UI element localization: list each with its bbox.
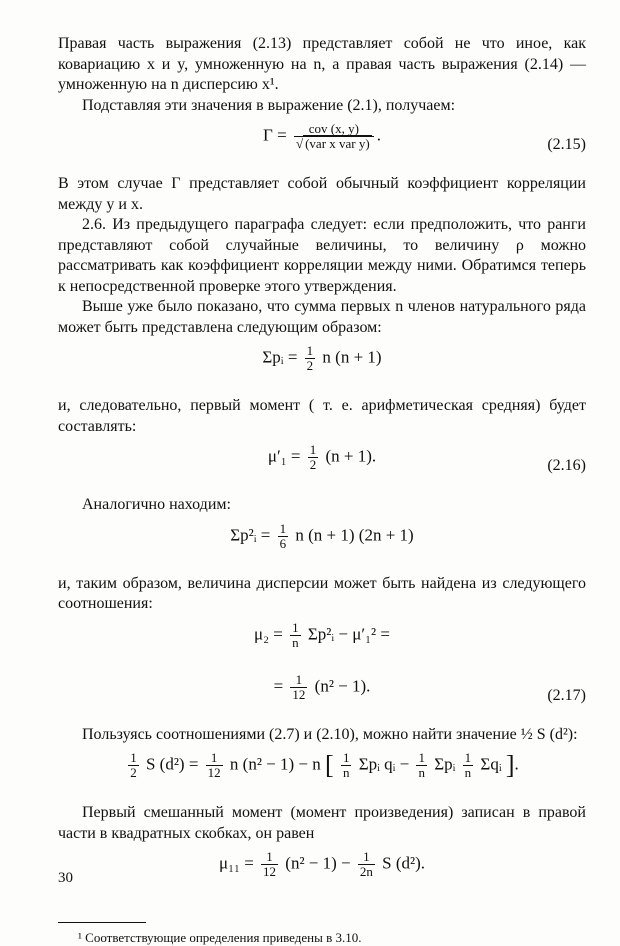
frac-num: 1 bbox=[418, 750, 425, 765]
equation-mu11 bbox=[58, 850, 586, 896]
frac-den: 6 bbox=[279, 535, 287, 551]
page-number: 30 bbox=[58, 870, 73, 886]
frac-den: 2 bbox=[306, 358, 314, 373]
paragraph: Пользуясь соотношениями (2.7) и (2.10), можно найти значение ½ S (d²): bbox=[82, 725, 578, 743]
eq-mid: n (n² − 1) − n bbox=[229, 754, 321, 774]
frac-num: 1 bbox=[363, 849, 370, 864]
paragraph: Первый смешанный момент (момент произведения) записан в правой части в квадратных скобках, он равен bbox=[58, 804, 586, 842]
paragraph: Подставляя эти значения в выражение (2.1), получаем: bbox=[82, 96, 456, 114]
equation-2-17 bbox=[58, 673, 586, 719]
eq-rhs: n (n + 1) (2n + 1) bbox=[295, 524, 414, 544]
frac-den: n bbox=[342, 765, 350, 780]
frac-den: 2 bbox=[309, 457, 317, 472]
paragraph: и, следовательно, первый момент ( т. е. арифметическая средняя) будет составлять: bbox=[58, 397, 586, 435]
paragraph: 2.6. Из предыдущего параграфа следует: если предположить, что ранги представляют собой случайные величины, то величину ρ можно рассматривать как коэффициент корреляции между ними. Обратимся теперь к непосредственной проверке этого утверждения. bbox=[58, 216, 586, 295]
eq-rhs: Σp²ᵢ − μ′₁² = bbox=[307, 623, 390, 643]
frac-den: 12 bbox=[207, 765, 221, 780]
page-content bbox=[58, 34, 586, 946]
frac-den: n bbox=[292, 634, 299, 650]
eq-rhs: n (n + 1) bbox=[322, 347, 382, 367]
frac-num: 1 bbox=[130, 750, 137, 765]
eq-lhs: S (d²) = bbox=[145, 754, 199, 774]
equation-sum-p2 bbox=[58, 522, 586, 568]
frac-num: 1 bbox=[306, 343, 314, 358]
frac-den: n bbox=[464, 765, 472, 780]
eq-lhs: μ₂ = bbox=[254, 623, 283, 643]
eq-bracket-term: Σpᵢ qᵢ − bbox=[358, 754, 410, 774]
frac-num: 1 bbox=[464, 750, 472, 765]
equation-2-15: Г = $\frac{\text{cov (x, y)}}{\text{√ (var x var y)}}$ . (2.15) bbox=[263, 121, 586, 153]
equation-number: (2.17) bbox=[547, 686, 586, 704]
eq-rhs: (n² − 1). bbox=[314, 675, 371, 695]
paragraph: В этом случае Г представляет собой обычный коэффициент корреляции между y и x. bbox=[58, 175, 586, 213]
equation-number: (2.15) bbox=[547, 136, 586, 153]
equation-2-16 bbox=[58, 443, 586, 489]
frac-num: 1 bbox=[342, 750, 350, 765]
frac-den: n bbox=[418, 765, 425, 780]
paragraph: Правая часть выражения (2.13) представляет собой не что иное, как ковариацию x и y, умноженную на n, а правая часть выражения (2.14) — умноженную на n дисперсию x¹. bbox=[58, 35, 586, 93]
frac-num: 1 bbox=[309, 442, 317, 457]
frac-num: 1 bbox=[279, 520, 287, 536]
eq-rhs: S (d²). bbox=[382, 853, 426, 873]
equation-mu2 bbox=[58, 621, 586, 667]
frac-num: 1 bbox=[210, 750, 218, 765]
frac-den: 12 bbox=[292, 686, 306, 702]
eq-lhs: μ′₁ = bbox=[267, 446, 301, 466]
frac-den: 2 bbox=[130, 765, 137, 780]
equation-s-d2: $\frac{1}{2}$ S (d²) = $\frac{1}{12}$ n (n² − 1) − n [ $\frac{1}{n}$ Σpᵢ qᵢ − $\frac{1}{n}$ Σpᵢ $\frac{1}{n}$ Σqᵢ ]. bbox=[130, 750, 519, 780]
eq-mid: (n² − 1) − bbox=[285, 853, 351, 873]
frac-den: 2n bbox=[359, 864, 373, 879]
eq-rhs: (n + 1). bbox=[325, 446, 377, 466]
footnote: ¹ Соответствующие определения приведены в 3.10. bbox=[78, 930, 362, 945]
paragraph: Аналогично находим: bbox=[82, 496, 231, 513]
frac-num: 1 bbox=[295, 671, 303, 687]
paragraph: Выше уже было показано, что сумма первых n членов натурального ряда может быть представлена следующим образом: bbox=[58, 298, 586, 336]
frac-num: 1 bbox=[292, 619, 299, 635]
equation-number: (2.16) bbox=[547, 457, 586, 474]
eq-bracket-term: Σpᵢ bbox=[434, 754, 456, 774]
eq-lhs: Г = bbox=[263, 125, 287, 145]
eq-lhs: = bbox=[273, 675, 284, 695]
eq-denominator: (var x var y) bbox=[305, 136, 370, 151]
equation-sum-p bbox=[58, 344, 586, 390]
frac-den: 12 bbox=[263, 864, 277, 879]
paragraph: и, таким образом, величина дисперсии может быть найдена из следующего соотношения: bbox=[58, 574, 586, 612]
eq-numerator: cov (x, y) bbox=[308, 121, 359, 136]
eq-lhs: Σp²ᵢ = bbox=[230, 524, 271, 544]
frac-num: 1 bbox=[266, 849, 273, 864]
eq-lhs: μ₁₁ = bbox=[218, 853, 254, 873]
eq-bracket-term: Σqᵢ bbox=[480, 754, 502, 774]
footnote-divider bbox=[58, 922, 146, 923]
eq-lhs: Σpᵢ = bbox=[262, 347, 298, 367]
